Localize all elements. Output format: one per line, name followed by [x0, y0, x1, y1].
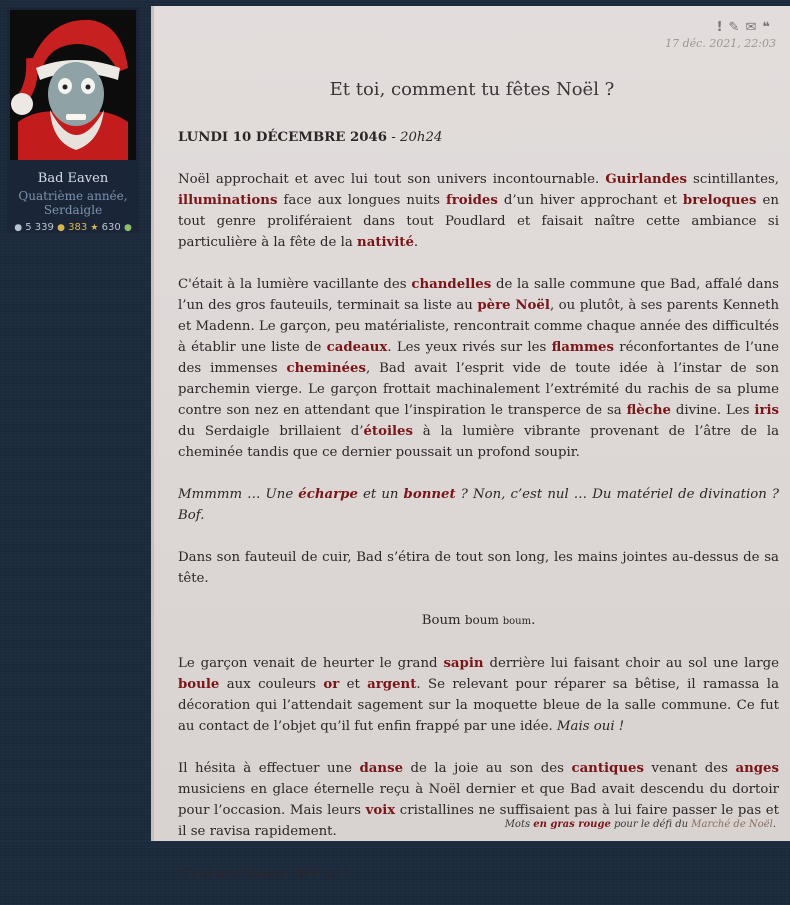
text-segment: réconfortantes de l’une des immenses [178, 340, 779, 376]
dateline [178, 127, 779, 148]
avatar[interactable] [10, 10, 136, 160]
report-icon[interactable]: ! [716, 20, 729, 35]
gallions-count: 383 [68, 222, 88, 233]
post-credit [505, 819, 776, 830]
text-segment: , ou plutôt, à ses parents Kenneth et Madenn. Le garçon, peu matérialiste, rencontrait comme chaque année des difficultés à établir une liste de [178, 298, 780, 355]
text-segment: divine. Les [671, 403, 755, 418]
text-segment: boum [464, 613, 503, 627]
speech-bubble-icon: ● [14, 223, 23, 233]
dateline-time: 20h24 [400, 130, 443, 145]
credit-end: . [772, 819, 776, 830]
highlight-word: argent [367, 677, 417, 692]
highlight-word: cantiques [571, 761, 644, 776]
text-segment: derrière lui faisant choir au sol une large [483, 656, 779, 671]
highlight-word: chandelles [411, 277, 492, 292]
text-segment: , Bad avait l’esprit vide de toute idée à l’instar de son parchemin vierge. Le garçon frottait machinalement l’extrémité du rachis de sa plume contre son nez en attendant que l’inspiration le transperce de sa [178, 361, 780, 418]
author-house: Serdaigle [43, 203, 103, 217]
text-segment: Il hésita à effectuer une [178, 761, 360, 776]
edit-icon[interactable]: ✎ [728, 20, 746, 35]
highlight-word: sapin [443, 656, 484, 671]
post-title: Et toi, comment tu fêtes Noël ? [329, 79, 615, 100]
text-segment: C’est une bonne idée ça ! [178, 866, 350, 881]
highlight-word: cheminées [286, 361, 366, 376]
highlight-word: flammes [551, 340, 614, 355]
text-segment: venant des [643, 761, 736, 776]
text-segment: ? Non, c’est nul … Du matériel de divination ? Bof. [178, 487, 779, 523]
text-segment: aux couleurs [219, 677, 324, 692]
highlight-word: flèche [626, 403, 671, 418]
highlight-word: père Noël [477, 298, 550, 313]
star-icon: ★ [90, 223, 99, 233]
text-segment: Boum [421, 613, 465, 628]
highlight-word: voix [365, 803, 396, 818]
dateline-separator: - [387, 130, 401, 145]
text-segment: scintillantes, [686, 172, 779, 187]
dateline-date: LUNDI 10 DÉCEMBRE 2046 [178, 130, 388, 145]
text-segment: à la lumière vibrante provenant de l’âtre de la cheminée tandis que ce dernier poussait un profond soupir. [178, 424, 779, 460]
text-segment: et [339, 677, 368, 692]
points-count: 630 [101, 222, 121, 233]
post-paragraph-p6 [178, 653, 779, 737]
highlight-word: nativité [357, 235, 414, 250]
santa-avatar-image [10, 10, 136, 160]
highlight-word: breloques [682, 193, 757, 208]
author-profile [7, 7, 139, 233]
highlight-word: danse [359, 761, 404, 776]
highlight-word: étoiles [363, 424, 413, 439]
credit-text-mid: pour le défi du [610, 819, 692, 830]
post-paragraph-p4 [178, 547, 779, 589]
coin-icon: ● [57, 223, 65, 233]
credit-text: Mots [504, 819, 534, 830]
post-paragraph-p3 [178, 484, 779, 526]
highlight-word: anges [735, 761, 779, 776]
highlight-word: bonnet [403, 487, 456, 502]
text-segment: Dans son fauteuil de cuir, Bad s’étira de tout son long, les mains jointes au-dessus de sa tête. [178, 550, 779, 586]
post-paragraph-p2 [178, 274, 779, 463]
post-paragraph-p1 [178, 169, 779, 253]
text-segment: Mais oui ! [556, 719, 625, 734]
text-segment: et un [357, 487, 404, 502]
text-segment: C'était à la lumière vacillante des [178, 277, 412, 292]
text-segment: face aux longues nuits [277, 193, 446, 208]
highlight-word: iris [754, 403, 779, 418]
post-actions [717, 20, 776, 35]
text-segment: . Les yeux rivés sur les [387, 340, 552, 355]
text-segment: boum [502, 616, 532, 627]
highlight-word: or [323, 677, 340, 692]
text-segment: . Se relevant pour réparer sa bêtise, il ramassa la décoration qui l’attendait sagement sur la moquette bleue de la salle commune. Ce fut au contact de l’objet qu’il fut enfin frappé par une idée. [178, 677, 779, 734]
highlight-word: boule [178, 677, 220, 692]
text-segment: d’un hiver approchant et [497, 193, 683, 208]
highlight-word: cadeaux [326, 340, 388, 355]
forum-post [151, 6, 790, 881]
text-segment: . [413, 235, 419, 250]
text-segment: de la joie au son des [403, 761, 572, 776]
highlight-word: écharpe [298, 487, 358, 502]
text-segment: musiciens en glace éternelle reçu à Noël dernier et que Bad avait descendu du dortoir pour l’occasion. Mais leurs [178, 782, 779, 818]
quote-icon[interactable]: ❝ [762, 20, 776, 35]
highlight-word: Guirlandes [605, 172, 687, 187]
post-content [178, 127, 779, 905]
text-segment: Noël approchait et avec lui tout son univers incontournable. [178, 172, 606, 187]
credit-link[interactable]: Marché de Noël [691, 819, 773, 830]
highlight-word: froides [445, 193, 498, 208]
post-paragraph-p8 [178, 863, 779, 884]
author-name[interactable]: Bad Eaven [37, 171, 109, 186]
post-paragraph-p5 [178, 610, 779, 632]
post-date: 17 déc. 2021, 22:03 [665, 37, 776, 50]
credit-highlight: en gras rouge [533, 819, 611, 830]
text-segment: Mmmmm … Une [178, 487, 299, 502]
highlight-word: illuminations [178, 193, 278, 208]
text-segment: Le garçon venait de heurter le grand [178, 656, 444, 671]
text-segment: en tout genre proliféraient dans tout Poudlard et faisait naître cette ambiance si particulière à la fête de la [178, 193, 779, 250]
author-year: Quatrième année, [18, 189, 128, 203]
text-segment: . [531, 613, 536, 628]
messages-count: 5 339 [25, 222, 54, 233]
author-rank [7, 189, 139, 217]
text-segment: cristallines ne suffisaient pas à lui faire passer le pas et il se ravisa rapidement. [178, 803, 779, 839]
author-stats [7, 222, 139, 233]
mail-icon[interactable]: ✉ [745, 20, 763, 35]
online-dot-icon: ● [123, 223, 132, 233]
text-segment: du Serdaigle brillaient d’ [178, 424, 364, 439]
text-segment: de la salle commune que Bad, affalé dans l’un des gros fauteuils, terminait sa liste au [178, 277, 779, 313]
